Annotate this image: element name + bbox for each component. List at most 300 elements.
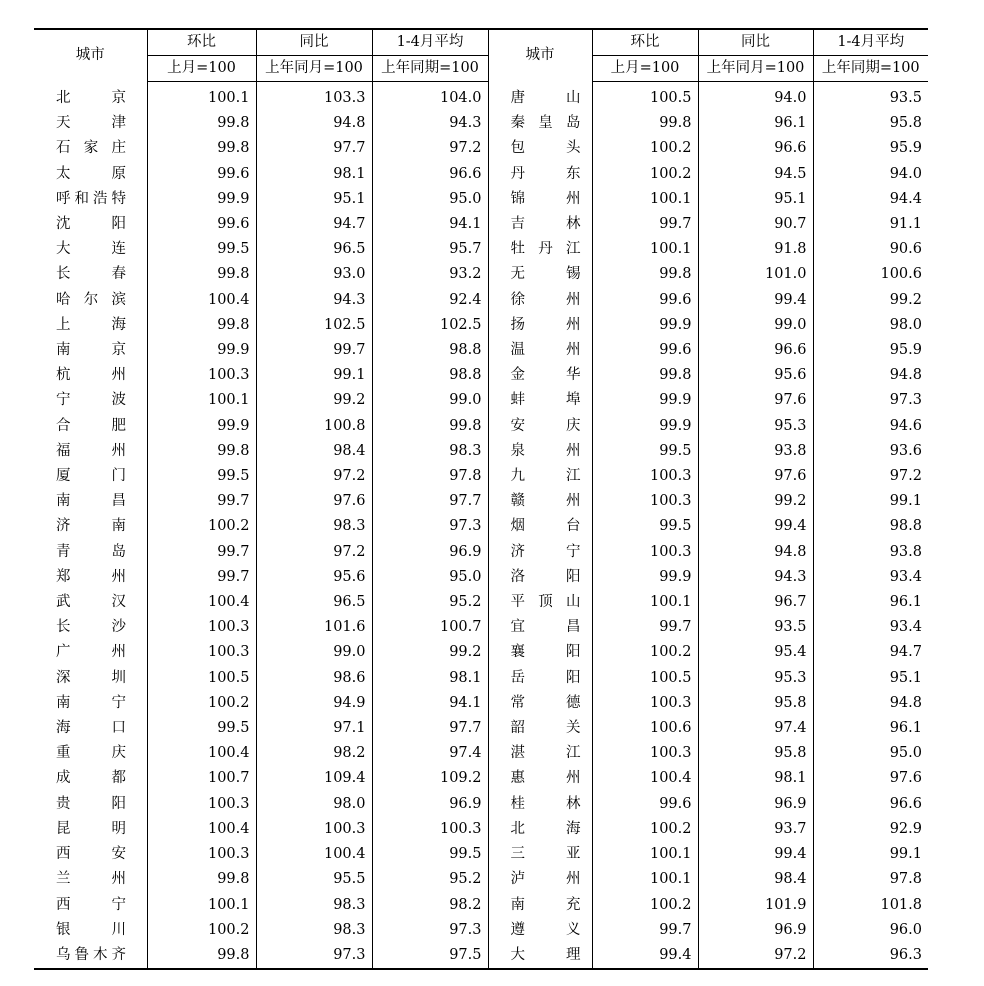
left-city-cell (34, 893, 147, 918)
table-row (34, 565, 928, 590)
left-yoy-value: 109.4 (256, 766, 372, 791)
left-yoy-value: 98.2 (256, 741, 372, 766)
left-city-cell (34, 414, 147, 439)
right-avg-value: 97.2 (813, 464, 928, 489)
right-avg-value: 92.9 (813, 817, 928, 842)
left-city-cell (34, 691, 147, 716)
right-mom-value: 99.9 (592, 414, 698, 439)
right-yoy-value: 94.0 (698, 82, 813, 112)
avg-header: 1-4月平均 (372, 29, 488, 56)
right-yoy-value: 93.5 (698, 615, 813, 640)
left-mom-value: 100.7 (147, 766, 256, 791)
right-mom-value: 99.8 (592, 363, 698, 388)
right-avg-value: 101.8 (813, 893, 928, 918)
city-name: 兰州 (56, 871, 126, 888)
left-mom-value: 100.1 (147, 388, 256, 413)
left-yoy-value: 99.2 (256, 388, 372, 413)
right-yoy-value: 91.8 (698, 237, 813, 262)
left-mom-value: 99.8 (147, 867, 256, 892)
right-yoy-value: 101.9 (698, 893, 813, 918)
left-avg-value: 96.9 (372, 792, 488, 817)
yoy-header: 同比 (698, 29, 813, 56)
city-name: 金华 (510, 367, 581, 384)
table-row (34, 363, 928, 388)
city-name: 大连 (56, 241, 126, 258)
left-mom-value: 100.2 (147, 514, 256, 539)
right-mom-value: 99.6 (592, 792, 698, 817)
right-mom-value: 99.9 (592, 565, 698, 590)
city-name: 合肥 (56, 417, 126, 434)
right-yoy-value: 93.8 (698, 439, 813, 464)
right-yoy-value: 96.7 (698, 590, 813, 615)
right-yoy-value: 95.3 (698, 666, 813, 691)
city-header: 城市 (34, 29, 147, 82)
right-avg-value: 95.0 (813, 741, 928, 766)
left-avg-value: 95.7 (372, 237, 488, 262)
left-city-cell (34, 439, 147, 464)
right-mom-value: 99.5 (592, 439, 698, 464)
left-mom-value: 99.5 (147, 237, 256, 262)
table-row (34, 237, 928, 262)
left-mom-value: 100.4 (147, 590, 256, 615)
left-avg-value: 92.4 (372, 288, 488, 313)
left-avg-value: 104.0 (372, 82, 488, 112)
right-yoy-value: 93.7 (698, 817, 813, 842)
left-mom-value: 99.6 (147, 212, 256, 237)
left-mom-value: 99.8 (147, 313, 256, 338)
left-mom-value: 99.5 (147, 464, 256, 489)
city-name: 襄阳 (510, 644, 581, 661)
table-row (34, 136, 928, 161)
city-name: 北海 (510, 820, 581, 837)
left-mom-value: 99.9 (147, 414, 256, 439)
right-city-cell (488, 262, 592, 287)
right-yoy-value: 98.1 (698, 766, 813, 791)
right-avg-value: 90.6 (813, 237, 928, 262)
left-yoy-value: 98.3 (256, 918, 372, 943)
left-yoy-value: 99.0 (256, 640, 372, 665)
left-yoy-value: 96.5 (256, 590, 372, 615)
table-row (34, 766, 928, 791)
left-city-cell (34, 212, 147, 237)
left-mom-value: 99.8 (147, 943, 256, 969)
left-yoy-value: 98.0 (256, 792, 372, 817)
right-yoy-value: 97.6 (698, 464, 813, 489)
left-avg-value: 95.0 (372, 565, 488, 590)
right-mom-value: 100.1 (592, 237, 698, 262)
yoy-base-header: 上年同月=100 (698, 56, 813, 82)
left-avg-value: 97.3 (372, 918, 488, 943)
city-name: 遵义 (510, 921, 581, 938)
right-avg-value: 97.6 (813, 766, 928, 791)
table-row (34, 817, 928, 842)
left-mom-value: 100.3 (147, 615, 256, 640)
city-name: 上海 (56, 316, 126, 333)
right-yoy-value: 94.8 (698, 540, 813, 565)
table-row (34, 489, 928, 514)
left-city-cell (34, 388, 147, 413)
right-yoy-value: 95.8 (698, 691, 813, 716)
left-city-cell (34, 363, 147, 388)
city-name: 乌鲁木齐 (56, 946, 126, 963)
left-city-cell (34, 640, 147, 665)
city-name: 锦州 (510, 190, 581, 207)
left-avg-value: 94.3 (372, 111, 488, 136)
right-mom-value: 100.3 (592, 464, 698, 489)
right-city-cell (488, 590, 592, 615)
right-yoy-value: 99.4 (698, 514, 813, 539)
left-yoy-value: 98.3 (256, 514, 372, 539)
city-name: 宜昌 (510, 619, 581, 636)
left-city-cell (34, 716, 147, 741)
city-name: 银川 (56, 921, 126, 938)
right-avg-value: 96.3 (813, 943, 928, 969)
city-name: 温州 (510, 342, 581, 359)
left-avg-value: 94.1 (372, 691, 488, 716)
right-avg-value: 99.2 (813, 288, 928, 313)
city-name: 韶关 (510, 720, 581, 737)
left-yoy-value: 101.6 (256, 615, 372, 640)
left-mom-value: 99.8 (147, 111, 256, 136)
right-city-cell (488, 237, 592, 262)
left-city-cell (34, 338, 147, 363)
city-name: 扬州 (510, 316, 581, 333)
right-mom-value: 99.7 (592, 615, 698, 640)
city-name: 西宁 (56, 896, 126, 913)
left-mom-value: 99.6 (147, 162, 256, 187)
right-city-cell (488, 313, 592, 338)
left-avg-value: 95.0 (372, 187, 488, 212)
yoy-header: 同比 (256, 29, 372, 56)
city-name: 天津 (56, 115, 126, 132)
city-name: 长沙 (56, 619, 126, 636)
table-row (34, 666, 928, 691)
city-name: 平顶山 (510, 594, 581, 611)
right-city-cell (488, 540, 592, 565)
city-name: 厦门 (56, 468, 126, 485)
city-name: 济南 (56, 518, 126, 535)
left-city-cell (34, 313, 147, 338)
mom-base-header: 上月=100 (592, 56, 698, 82)
left-yoy-value: 94.9 (256, 691, 372, 716)
right-mom-value: 100.2 (592, 640, 698, 665)
right-avg-value: 99.1 (813, 842, 928, 867)
right-avg-value: 96.1 (813, 590, 928, 615)
left-mom-value: 100.4 (147, 288, 256, 313)
left-city-cell (34, 943, 147, 969)
right-mom-value: 99.4 (592, 943, 698, 969)
right-mom-value: 100.3 (592, 741, 698, 766)
left-city-cell (34, 615, 147, 640)
right-city-cell (488, 439, 592, 464)
right-city-cell (488, 792, 592, 817)
right-avg-value: 95.9 (813, 338, 928, 363)
city-name: 呼和浩特 (56, 190, 126, 207)
right-avg-value: 96.6 (813, 792, 928, 817)
right-avg-value: 96.0 (813, 918, 928, 943)
table-row (34, 540, 928, 565)
city-name: 广州 (56, 644, 126, 661)
right-avg-value: 93.8 (813, 540, 928, 565)
right-avg-value: 98.0 (813, 313, 928, 338)
left-city-cell (34, 82, 147, 112)
left-avg-value: 95.2 (372, 867, 488, 892)
right-city-cell (488, 943, 592, 969)
right-avg-value: 95.8 (813, 111, 928, 136)
city-name: 赣州 (510, 493, 581, 510)
right-mom-value: 100.1 (592, 590, 698, 615)
right-city-cell (488, 288, 592, 313)
right-yoy-value: 90.7 (698, 212, 813, 237)
right-avg-value: 98.8 (813, 514, 928, 539)
city-name: 烟台 (510, 518, 581, 535)
right-city-cell (488, 489, 592, 514)
left-city-cell (34, 918, 147, 943)
right-avg-value: 94.8 (813, 691, 928, 716)
city-name: 泉州 (510, 442, 581, 459)
right-yoy-value: 95.3 (698, 414, 813, 439)
right-yoy-value: 97.4 (698, 716, 813, 741)
right-yoy-value: 101.0 (698, 262, 813, 287)
left-city-cell (34, 162, 147, 187)
left-yoy-value: 103.3 (256, 82, 372, 112)
right-city-cell (488, 842, 592, 867)
left-mom-value: 99.9 (147, 338, 256, 363)
table-row (34, 792, 928, 817)
right-avg-value: 93.4 (813, 615, 928, 640)
left-yoy-value: 98.6 (256, 666, 372, 691)
left-mom-value: 99.7 (147, 489, 256, 514)
left-yoy-value: 97.7 (256, 136, 372, 161)
right-yoy-value: 97.6 (698, 388, 813, 413)
avg-base-header: 上年同期=100 (372, 56, 488, 82)
left-mom-value: 100.2 (147, 918, 256, 943)
city-name: 唐山 (510, 89, 581, 106)
left-mom-value: 99.7 (147, 565, 256, 590)
right-city-cell (488, 867, 592, 892)
left-city-cell (34, 262, 147, 287)
right-avg-value: 94.4 (813, 187, 928, 212)
table-row (34, 439, 928, 464)
right-mom-value: 100.5 (592, 666, 698, 691)
table-row (34, 162, 928, 187)
left-yoy-value: 98.4 (256, 439, 372, 464)
right-city-cell (488, 615, 592, 640)
right-city-cell (488, 187, 592, 212)
left-mom-value: 100.3 (147, 640, 256, 665)
right-mom-value: 99.6 (592, 338, 698, 363)
right-mom-value: 100.4 (592, 766, 698, 791)
table-row (34, 918, 928, 943)
left-avg-value: 100.3 (372, 817, 488, 842)
right-yoy-value: 94.3 (698, 565, 813, 590)
left-mom-value: 100.3 (147, 792, 256, 817)
left-yoy-value: 95.5 (256, 867, 372, 892)
mom-header: 环比 (592, 29, 698, 56)
table-row (34, 640, 928, 665)
left-yoy-value: 99.7 (256, 338, 372, 363)
left-city-cell (34, 842, 147, 867)
table-row (34, 842, 928, 867)
yoy-base-header: 上年同月=100 (256, 56, 372, 82)
left-mom-value: 100.1 (147, 82, 256, 112)
right-avg-value: 95.1 (813, 666, 928, 691)
left-yoy-value: 97.3 (256, 943, 372, 969)
right-yoy-value: 96.1 (698, 111, 813, 136)
city-name: 南昌 (56, 493, 126, 510)
city-name: 洛阳 (510, 568, 581, 585)
left-mom-value: 100.4 (147, 741, 256, 766)
left-city-cell (34, 464, 147, 489)
left-yoy-value: 97.1 (256, 716, 372, 741)
city-name: 惠州 (510, 770, 581, 787)
city-name: 泸州 (510, 871, 581, 888)
right-avg-value: 93.6 (813, 439, 928, 464)
left-yoy-value: 93.0 (256, 262, 372, 287)
left-avg-value: 97.3 (372, 514, 488, 539)
city-name: 宁波 (56, 392, 126, 409)
right-avg-value: 100.6 (813, 262, 928, 287)
right-city-cell (488, 111, 592, 136)
left-yoy-value: 98.3 (256, 893, 372, 918)
right-mom-value: 99.8 (592, 262, 698, 287)
left-yoy-value: 98.1 (256, 162, 372, 187)
right-mom-value: 100.1 (592, 842, 698, 867)
city-name: 贵阳 (56, 795, 126, 812)
left-city-cell (34, 288, 147, 313)
left-city-cell (34, 590, 147, 615)
right-avg-value: 93.5 (813, 82, 928, 112)
left-avg-value: 97.4 (372, 741, 488, 766)
right-avg-value: 97.8 (813, 867, 928, 892)
table-row (34, 590, 928, 615)
table-row (34, 615, 928, 640)
right-yoy-value: 96.9 (698, 918, 813, 943)
city-name: 三亚 (510, 846, 581, 863)
header-row-2 (34, 56, 928, 82)
left-mom-value: 100.1 (147, 893, 256, 918)
city-name: 常德 (510, 694, 581, 711)
right-city-cell (488, 640, 592, 665)
header-row-1 (34, 29, 928, 56)
city-name: 蚌埠 (510, 392, 581, 409)
right-city-cell (488, 565, 592, 590)
left-avg-value: 99.0 (372, 388, 488, 413)
right-mom-value: 100.2 (592, 136, 698, 161)
right-city-cell (488, 666, 592, 691)
right-yoy-value: 99.2 (698, 489, 813, 514)
table-row (34, 741, 928, 766)
right-mom-value: 99.5 (592, 514, 698, 539)
left-mom-value: 100.2 (147, 691, 256, 716)
city-name: 海口 (56, 720, 126, 737)
left-mom-value: 100.5 (147, 666, 256, 691)
left-city-cell (34, 136, 147, 161)
avg-base-header: 上年同期=100 (813, 56, 928, 82)
left-city-cell (34, 792, 147, 817)
right-avg-value: 99.1 (813, 489, 928, 514)
left-yoy-value: 95.1 (256, 187, 372, 212)
right-city-cell (488, 691, 592, 716)
city-name: 太原 (56, 165, 126, 182)
right-yoy-value: 95.4 (698, 640, 813, 665)
left-city-cell (34, 237, 147, 262)
city-name: 哈尔滨 (56, 291, 126, 308)
left-avg-value: 98.8 (372, 363, 488, 388)
left-city-cell (34, 666, 147, 691)
city-name: 安庆 (510, 417, 581, 434)
left-avg-value: 97.7 (372, 716, 488, 741)
left-avg-value: 93.2 (372, 262, 488, 287)
city-name: 沈阳 (56, 216, 126, 233)
left-avg-value: 96.6 (372, 162, 488, 187)
left-mom-value: 99.8 (147, 262, 256, 287)
right-mom-value: 99.7 (592, 212, 698, 237)
left-city-cell (34, 540, 147, 565)
right-city-cell (488, 136, 592, 161)
city-name: 吉林 (510, 216, 581, 233)
city-name: 徐州 (510, 291, 581, 308)
mom-base-header: 上月=100 (147, 56, 256, 82)
city-name: 深圳 (56, 669, 126, 686)
city-name: 青岛 (56, 543, 126, 560)
table-row (34, 388, 928, 413)
left-yoy-value: 100.3 (256, 817, 372, 842)
right-avg-value: 96.1 (813, 716, 928, 741)
left-city-cell (34, 766, 147, 791)
city-name: 丹东 (510, 165, 581, 182)
right-city-cell (488, 741, 592, 766)
table-row (34, 414, 928, 439)
city-header: 城市 (488, 29, 592, 82)
right-avg-value: 91.1 (813, 212, 928, 237)
right-city-cell (488, 338, 592, 363)
right-city-cell (488, 893, 592, 918)
table-row (34, 716, 928, 741)
right-mom-value: 99.7 (592, 918, 698, 943)
right-yoy-value: 95.8 (698, 741, 813, 766)
right-mom-value: 100.3 (592, 691, 698, 716)
left-avg-value: 98.1 (372, 666, 488, 691)
table-row (34, 288, 928, 313)
table-row (34, 262, 928, 287)
right-yoy-value: 98.4 (698, 867, 813, 892)
left-yoy-value: 100.8 (256, 414, 372, 439)
right-avg-value: 94.7 (813, 640, 928, 665)
left-yoy-value: 96.5 (256, 237, 372, 262)
city-name: 西安 (56, 846, 126, 863)
city-name: 成都 (56, 770, 126, 787)
left-avg-value: 98.2 (372, 893, 488, 918)
right-mom-value: 100.1 (592, 867, 698, 892)
right-city-cell (488, 464, 592, 489)
table-row (34, 82, 928, 112)
left-city-cell (34, 489, 147, 514)
table-row (34, 867, 928, 892)
city-name: 南京 (56, 342, 126, 359)
left-avg-value: 99.8 (372, 414, 488, 439)
left-mom-value: 100.3 (147, 363, 256, 388)
right-yoy-value: 94.5 (698, 162, 813, 187)
right-mom-value: 99.8 (592, 111, 698, 136)
right-mom-value: 100.6 (592, 716, 698, 741)
city-name: 北京 (56, 89, 126, 106)
left-avg-value: 97.2 (372, 136, 488, 161)
right-avg-value: 93.4 (813, 565, 928, 590)
right-city-cell (488, 363, 592, 388)
right-yoy-value: 96.9 (698, 792, 813, 817)
table-row (34, 943, 928, 969)
